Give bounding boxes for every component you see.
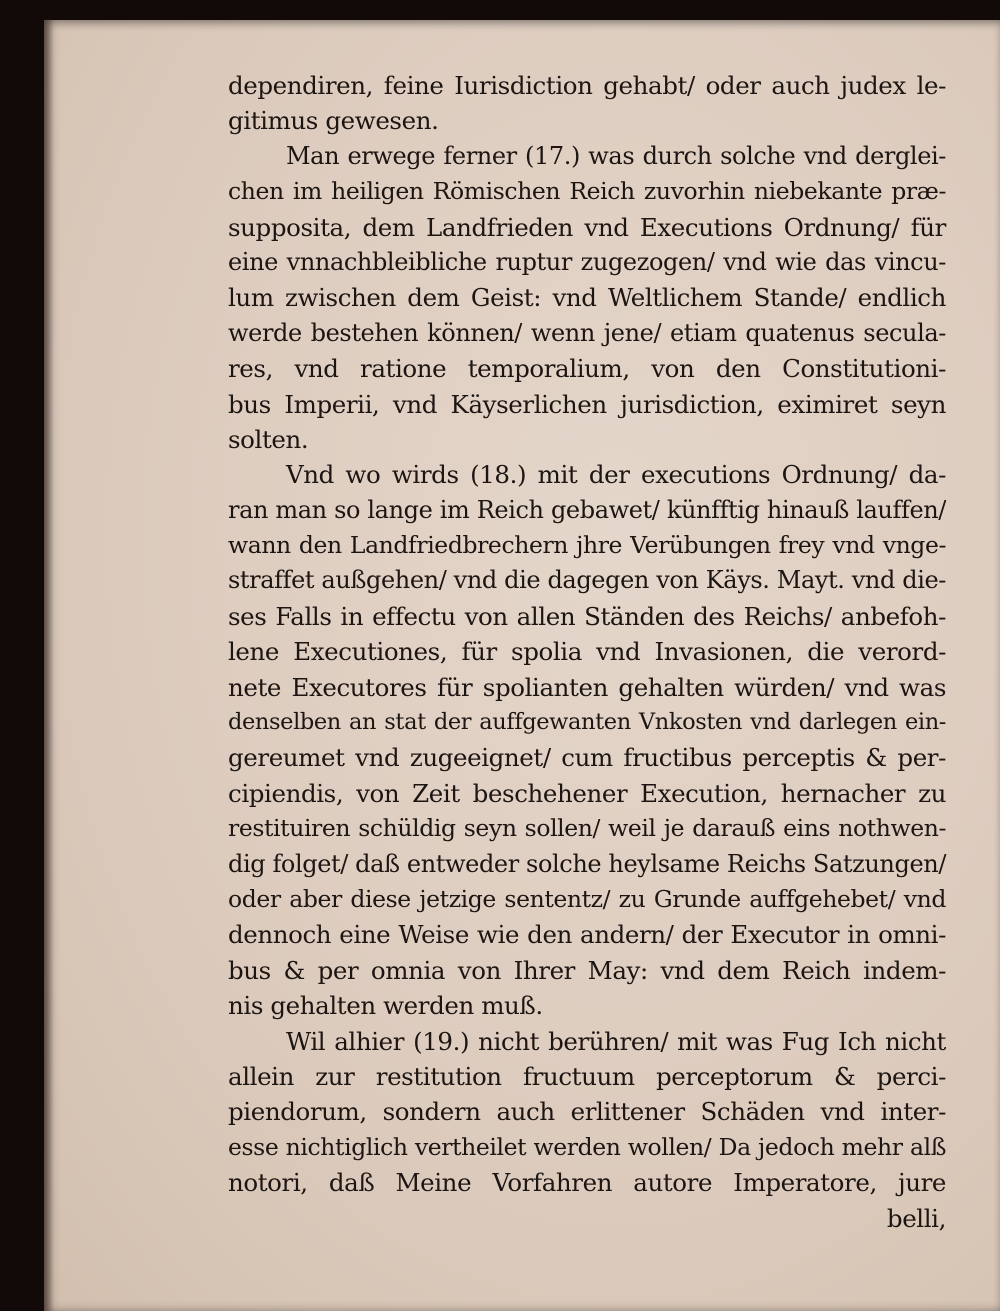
text-line: dependiren, feine Iurisdiction gehabt/ oder auch judex le- xyxy=(228,71,946,100)
text-line: res, vnd ratione temporalium, von den Constitutioni- xyxy=(228,354,946,384)
text-line: solten. xyxy=(228,424,309,454)
page-gutter-shadow xyxy=(44,20,54,1311)
catchword: belli, xyxy=(886,1203,946,1233)
text-line: notori, daß Meine Vorfahren autore Imperatore, jure xyxy=(228,1168,946,1198)
text-line: chen im heiligen Römischen Reich zuvorhin niebekante præ- xyxy=(228,177,946,206)
text-line: ses Falls in effectu von allen Ständen des Reichs/ anbefoh- xyxy=(228,601,946,631)
text-line: Man erwege ferner (17.) was durch solche vnd derglei- xyxy=(286,141,946,170)
text-line: denselben an stat der auffgewanten Vnkosten vnd darlegen ein- xyxy=(228,709,946,736)
text-line: lum zwischen dem Geist: vnd Weltlichem Stande/ endlich xyxy=(228,283,946,313)
page-text xyxy=(228,68,946,1236)
text-line: gereumet vnd zugeeignet/ cum fructibus perceptis & per- xyxy=(228,743,946,773)
text-line: esse nichtiglich vertheilet werden wollen/ Da jedoch mehr alß xyxy=(228,1132,946,1161)
text-line: cipiendis, von Zeit beschehener Execution, hernacher zu xyxy=(228,778,946,808)
text-line: gitimus gewesen. xyxy=(228,106,439,136)
text-line: bus & per omnia von Ihrer May: vnd dem Reich indem- xyxy=(228,955,946,985)
text-line: Vnd wo wirds (18.) mit der executions Ordnung/ da- xyxy=(286,460,946,490)
text-line: bus Imperii, vnd Käyserlichen jurisdiction, eximiret seyn xyxy=(228,389,946,419)
text-line: werde bestehen können/ wenn jene/ etiam quatenus secula- xyxy=(228,318,946,347)
text-line: nete Executores für spolianten gehalten würden/ vnd was xyxy=(228,672,946,702)
text-line: nis gehalten werden muß. xyxy=(228,991,543,1021)
text-line: piendorum, sondern auch erlittener Schäden vnd inter- xyxy=(228,1097,946,1127)
text-line: ran man so lange im Reich gebawet/ künfftig hinauß lauffen/ xyxy=(228,495,946,524)
text-line: dennoch eine Weise wie den andern/ der Executor in omni- xyxy=(228,920,946,950)
text-line: allein zur restitution fructuum perceptorum & perci- xyxy=(228,1061,946,1091)
text-line: supposita, dem Landfrieden vnd Executions Ordnung/ für xyxy=(228,212,946,242)
text-line: restituiren schüldig seyn sollen/ weil je darauß eins nothwen- xyxy=(228,814,946,843)
text-line: dig folget/ daß entweder solche heylsame Reichs Satzungen/ xyxy=(228,849,946,878)
text-line: lene Executiones, für spolia vnd Invasionen, die verord- xyxy=(228,637,946,667)
text-line: Wil alhier (19.) nicht berühren/ mit was Fug Ich nicht xyxy=(286,1026,946,1056)
text-line: eine vnnachbleibliche ruptur zugezogen/ vnd wie das vincu- xyxy=(228,247,946,276)
text-line: oder aber diese jetzige sententz/ zu Grunde auffgehebet/ vnd xyxy=(228,884,946,913)
text-line: wann den Landfriedbrechern jhre Verübungen frey vnd vnge- xyxy=(228,531,946,560)
text-line: straffet außgehen/ vnd die dagegen von Käys. Mayt. vnd die- xyxy=(228,566,946,595)
